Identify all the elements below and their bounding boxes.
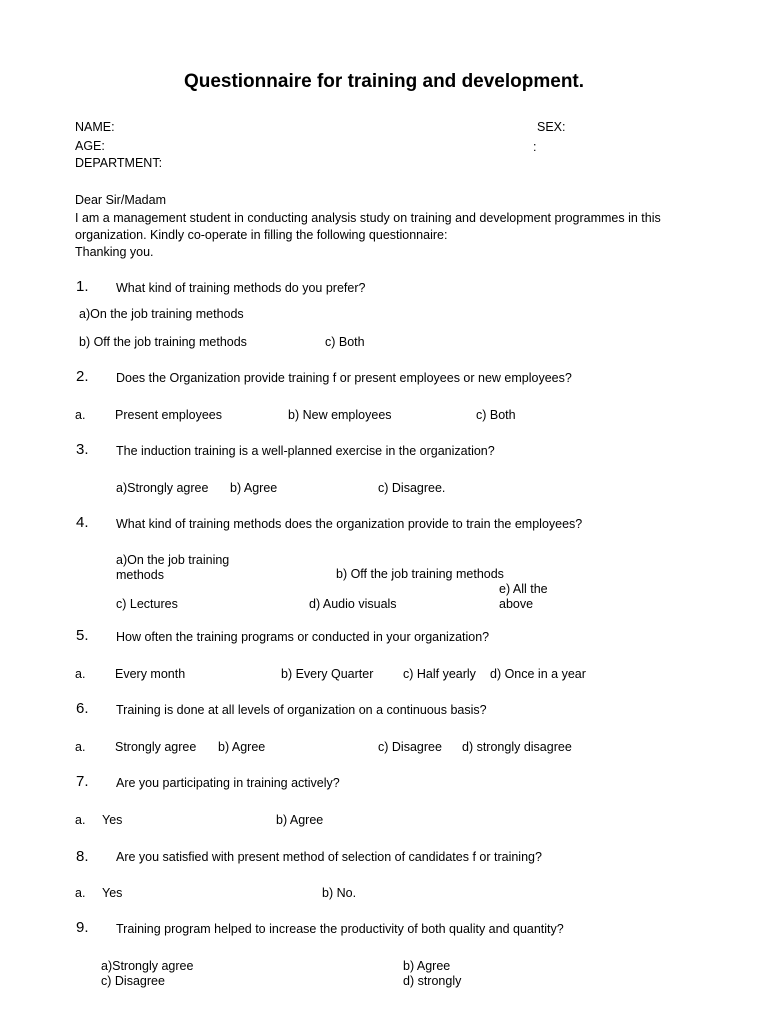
- question-number: 7.: [76, 773, 89, 790]
- question-text: How often the training programs or conducted in your organization?: [116, 630, 490, 644]
- name-field-label: NAME:: [75, 120, 115, 134]
- question-text: Are you satisfied with present method of selection of candidates f or training?: [116, 850, 542, 864]
- question-number: 6.: [76, 700, 89, 717]
- department-field-label: DEPARTMENT:: [75, 156, 163, 170]
- question-number: 1.: [76, 278, 89, 295]
- option: b) Off the job training methods: [336, 567, 504, 581]
- option: b) No.: [322, 886, 357, 900]
- colon-label: :: [533, 140, 537, 154]
- option-marker: a.: [75, 813, 86, 827]
- question-number: 3.: [76, 441, 89, 458]
- option: b) Agree: [218, 740, 266, 754]
- question-text: Training is done at all levels of organization on a continuous basis?: [116, 703, 487, 717]
- question-text: The induction training is a well-planned exercise in the organization?: [116, 444, 495, 458]
- option: above: [499, 597, 534, 611]
- letter-closing: Thanking you.: [75, 245, 154, 259]
- option: c) Disagree: [101, 974, 165, 988]
- sex-field-label: SEX:: [537, 120, 566, 134]
- option: a)On the job training: [116, 553, 230, 567]
- option-marker: a.: [75, 886, 86, 900]
- option: b) Agree: [403, 959, 451, 973]
- option: b) Agree: [230, 481, 278, 495]
- option: c) Both: [476, 408, 516, 422]
- option: a)Strongly agree: [101, 959, 194, 973]
- option: d) Audio visuals: [309, 597, 397, 611]
- letter-body-line: I am a management student in conducting analysis study on training and development programmes in this: [75, 211, 661, 225]
- option: b) New employees: [288, 408, 392, 422]
- question-text: Does the Organization provide training f or present employees or new employees?: [116, 371, 572, 385]
- question-text: Training program helped to increase the productivity of both quality and quantity?: [116, 922, 564, 936]
- question-number: 4.: [76, 514, 89, 531]
- question-text: What kind of training methods do you prefer?: [116, 281, 366, 295]
- option-marker: a.: [75, 667, 86, 681]
- option: a)On the job training methods: [79, 307, 244, 321]
- option: a)Strongly agree: [116, 481, 209, 495]
- option: b) Every Quarter: [281, 667, 374, 681]
- option-marker: a.: [75, 740, 86, 754]
- option: d) strongly disagree: [462, 740, 572, 754]
- salutation: Dear Sir/Madam: [75, 193, 166, 207]
- option-marker: a.: [75, 408, 86, 422]
- letter-body-line: organization. Kindly co-operate in filling the following questionnaire:: [75, 228, 448, 242]
- question-text: Are you participating in training actively?: [116, 776, 340, 790]
- age-field-label: AGE:: [75, 139, 105, 153]
- option: b) Agree: [276, 813, 324, 827]
- question-number: 8.: [76, 848, 89, 865]
- question-text: What kind of training methods does the organization provide to train the employees?: [116, 517, 583, 531]
- option: methods: [116, 568, 164, 582]
- option: Yes: [102, 813, 123, 827]
- option: c) Disagree: [378, 740, 442, 754]
- option: c) Disagree.: [378, 481, 446, 495]
- option: e) All the: [499, 582, 548, 596]
- option: d) strongly: [403, 974, 462, 988]
- option: Strongly agree: [115, 740, 197, 754]
- option: Every month: [115, 667, 186, 681]
- option: c) Half yearly: [403, 667, 476, 681]
- question-number: 5.: [76, 627, 89, 644]
- option: d) Once in a year: [490, 667, 586, 681]
- option: c) Both: [325, 335, 365, 349]
- document-title: Questionnaire for training and development.: [183, 71, 585, 92]
- option: b) Off the job training methods: [79, 335, 247, 349]
- option: Present employees: [115, 408, 223, 422]
- option: c) Lectures: [116, 597, 178, 611]
- question-number: 2.: [76, 368, 89, 385]
- option: Yes: [102, 886, 123, 900]
- question-number: 9.: [76, 919, 89, 936]
